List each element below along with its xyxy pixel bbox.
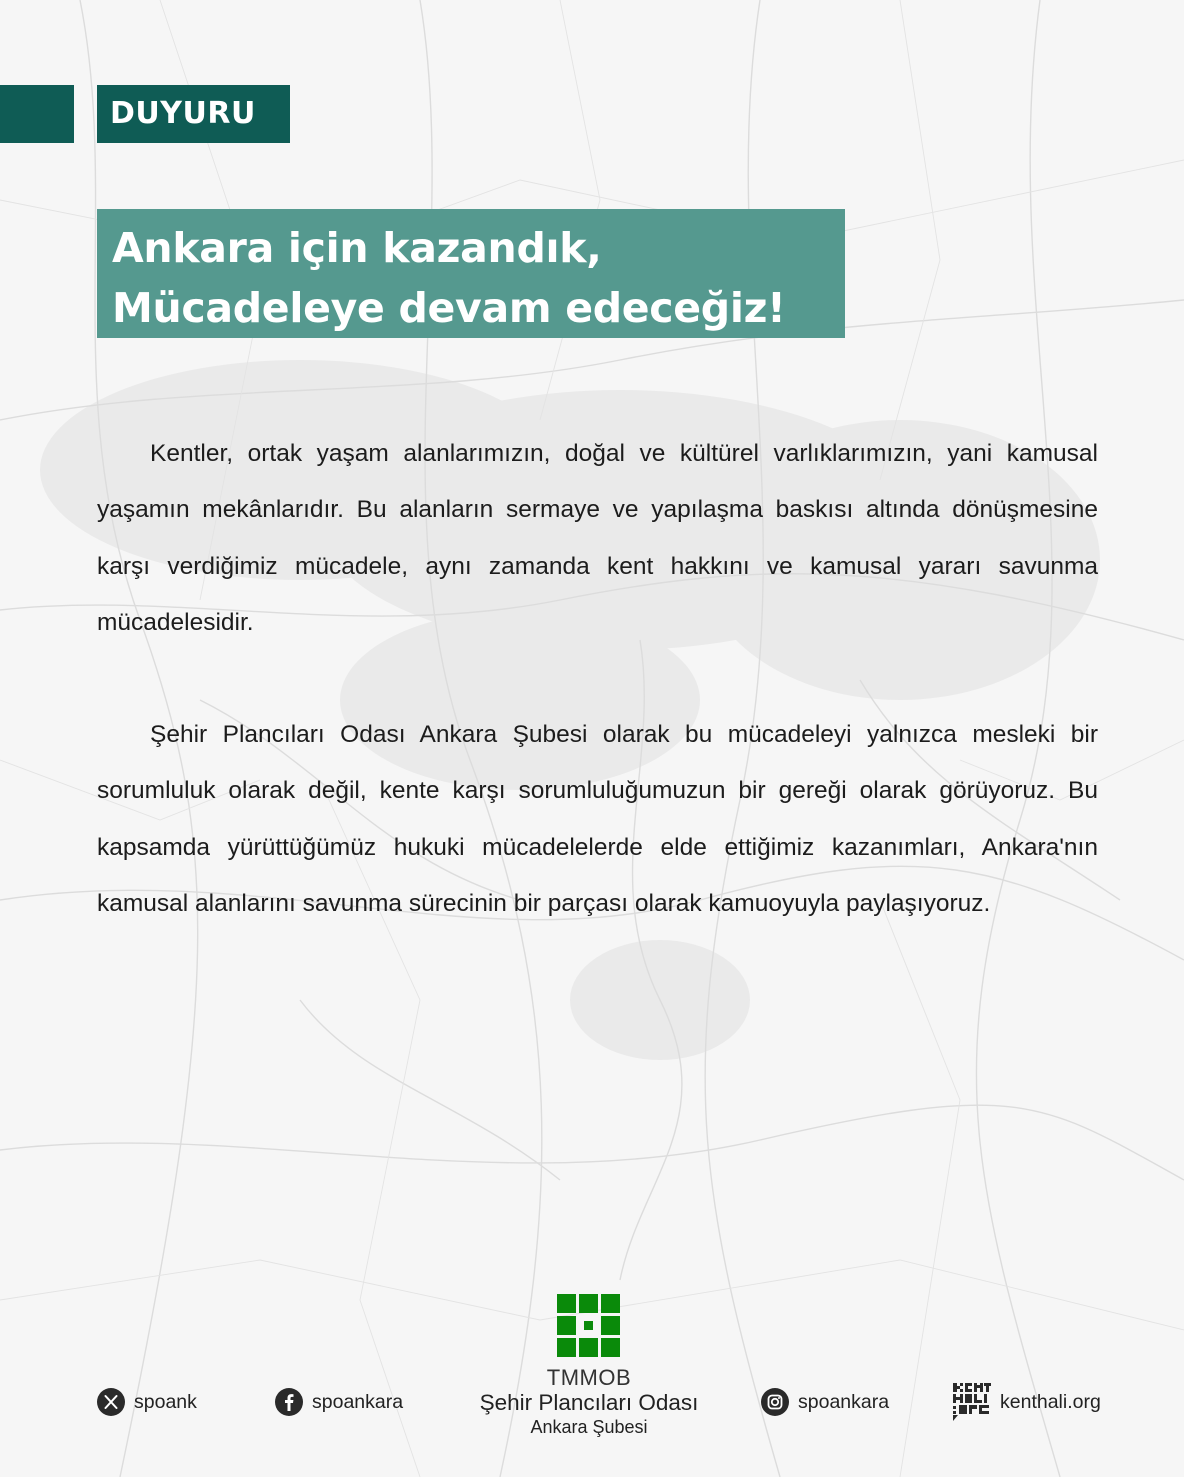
kenthali-logo-icon [953,1383,991,1421]
social-instagram-link[interactable] [761,1388,889,1416]
spo-logo-icon [557,1294,620,1357]
social-x-link[interactable] [97,1388,197,1416]
social-facebook-handle: spoankara [312,1390,404,1413]
instagram-icon [761,1388,789,1416]
social-facebook-link[interactable] [275,1388,403,1416]
title-line-1: Ankara için kazandık, [112,224,602,272]
social-instagram-handle: spoankara [798,1390,890,1413]
social-x-handle: spoank [134,1390,197,1413]
x-icon [97,1388,125,1416]
accent-block [0,85,74,143]
title-line-2: Mücadeleye devam edeceğiz! [112,284,786,332]
org-name: Şehir Plancıları Odası [479,1390,699,1415]
org-abbreviation: TMMOB [546,1365,632,1390]
org-branch: Ankara Şubesi [530,1417,648,1437]
title-box [97,209,845,338]
website-link[interactable] [953,1388,1101,1416]
announcement-tag: DUYURU [97,85,290,143]
body-paragraph-2: Şehir Plancıları Odası Ankara Şubesi olarak bu mücadeleyi yalnızca mesleki bir sorumluluk olarak değil, kente karşı sorumluluğumuzun bir gereği olarak görüyoruz. Bu kapsamda yürüttüğümüz hukuki mücadelelerde elde ettiğimiz kazanımları, Ankara'nın kamusal alanlarını savunma sürecinin bir parçası olarak kamuoyuyla paylaşıyoruz. [97,721,1098,917]
website-url: kenthali.org [1000,1390,1101,1413]
facebook-icon [275,1388,303,1416]
body-paragraph-1: Kentler, ortak yaşam alanlarımızın, doğal ve kültürel varlıklarımızın, yani kamusal yaşamın mekânlarıdır. Bu alanların sermaye ve yapılaşma baskısı altında dönüşmesine karşı verdiğimiz mücadele, aynı zamanda kent hakkını ve kamusal yararı savunma mücadelesidir. [97,440,1098,636]
